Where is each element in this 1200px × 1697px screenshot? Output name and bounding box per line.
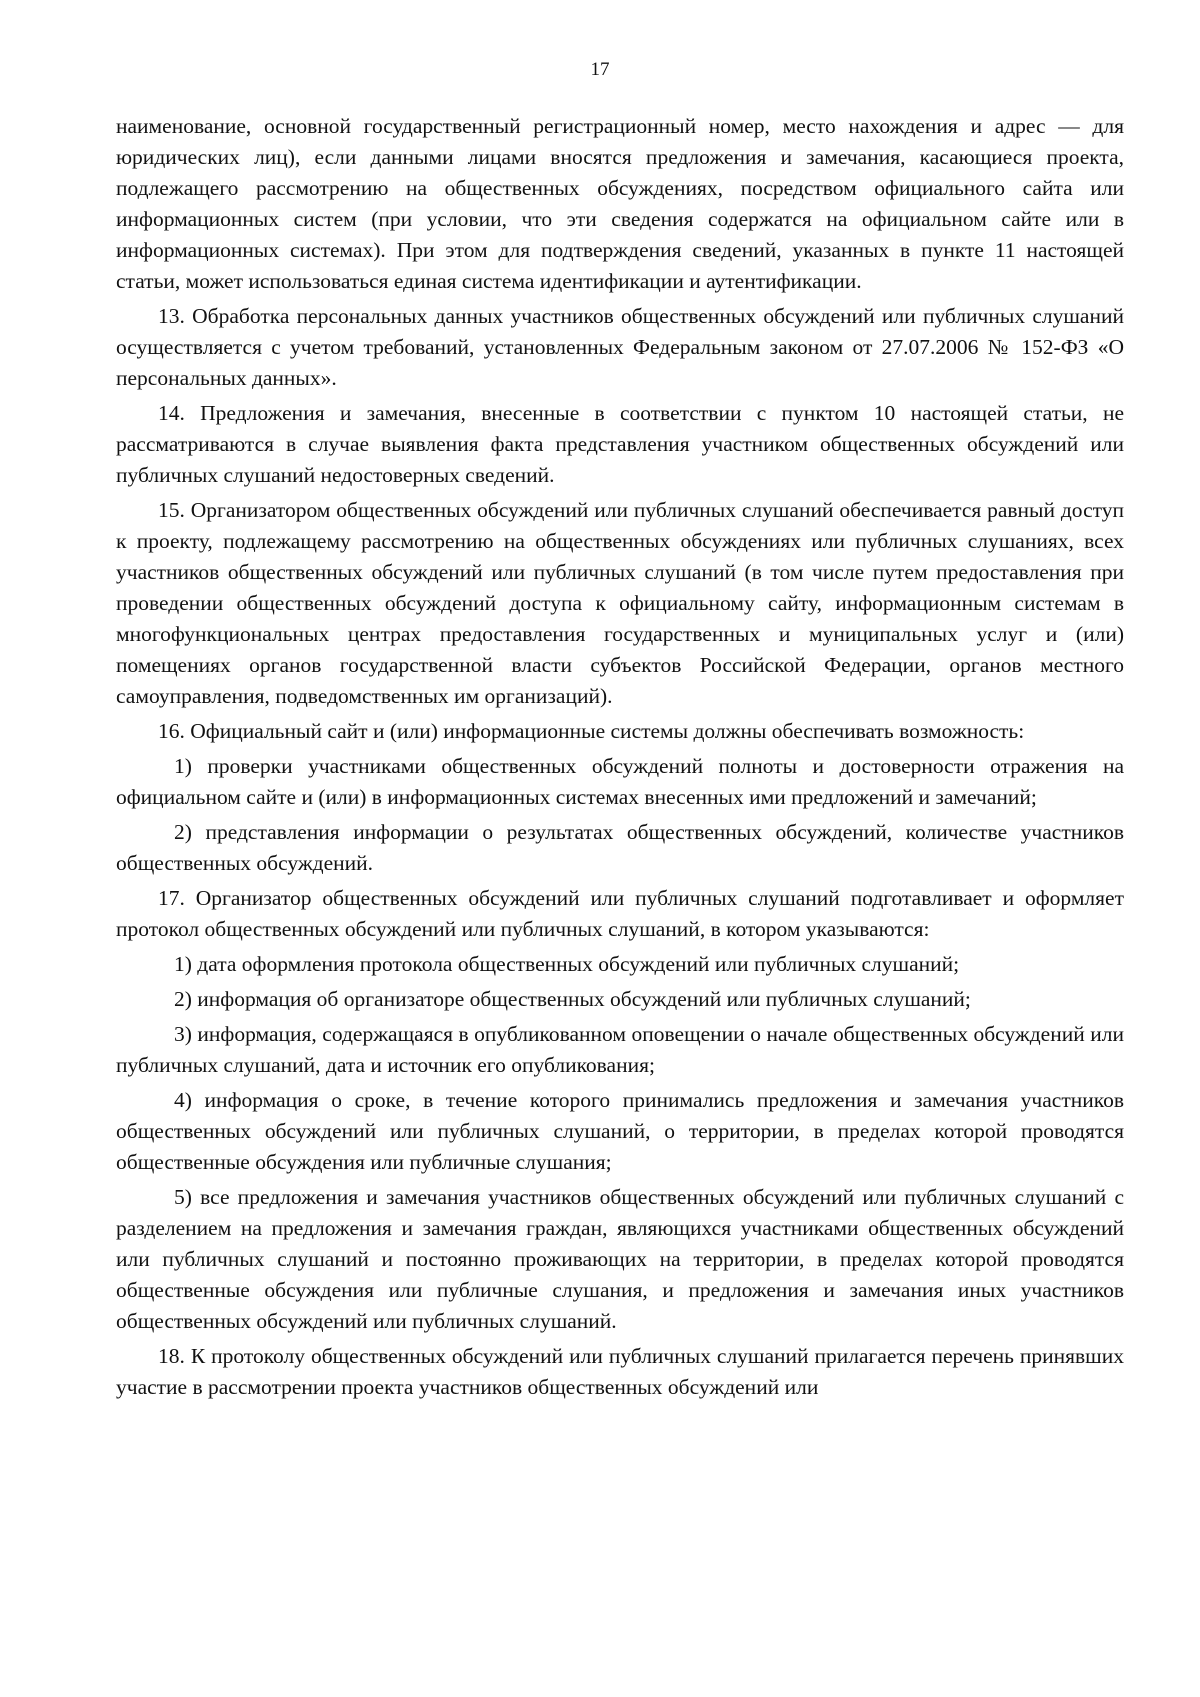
page-number: 17	[590, 59, 610, 80]
clause-13: 13. Обработка персональных данных участников общественных обсуждений или публичных слушаний осуществляется с учетом требований, установленных Федеральным законом от 27.07.2006 № 152-ФЗ «О персональных данных».	[116, 304, 1124, 390]
clause-16: 16. Официальный сайт и (или) информационные системы должны обеспечивать возможность:	[158, 719, 1025, 743]
clause-16-item-2: 2) представления информации о результатах общественных обсуждений, количестве участников общественных обсуждений.	[116, 820, 1124, 875]
clause-16-item-1: 1) проверки участниками общественных обсуждений полноты и достоверности отражения на официальном сайте и (или) в информационных системах внесенных ими предложений и замечаний;	[116, 754, 1124, 809]
clause-18: 18. К протоколу общественных обсуждений или публичных слушаний прилагается перечень принявших участие в рассмотрении проекта участников общественных обсуждений или	[116, 1344, 1124, 1399]
clause-17-item-2: 2) информация об организаторе общественных обсуждений или публичных слушаний;	[174, 987, 971, 1011]
clause-17: 17. Организатор общественных обсуждений или публичных слушаний подготавливает и оформляет протокол общественных обсуждений или публичных слушаний, в котором указываются:	[116, 886, 1124, 941]
clause-15: 15. Организатором общественных обсуждений или публичных слушаний обеспечивается равный доступ к проекту, подлежащему рассмотрению на общественных обсуждениях или публичных слушаниях, всех участников общественных обсуждений или публичных слушаний (в том числе путем предоставления при проведении общественных обсуждений доступа к официальному сайту, информационным системам в многофункциональных центрах предоставления государственных и муниципальных услуг и (или) помещениях органов государственной власти субъектов Российской Федерации, органов местного самоуправления, подведомственных им организаций).	[116, 498, 1124, 708]
clause-17-item-4: 4) информация о сроке, в течение которого принимались предложения и замечания участников общественных обсуждений или публичных слушаний, о территории, в пределах которой проводятся общественные обсуждения или публичные слушания;	[116, 1088, 1124, 1174]
clause-17-item-5: 5) все предложения и замечания участников общественных обсуждений или публичных слушаний с разделением на предложения и замечания граждан, являющихся участниками общественных обсуждений или публичных слушаний и постоянно проживающих на территории, в пределах которой проводятся общественные обсуждения или публичные слушания, и предложения и замечания иных участников общественных обсуждений или публичных слушаний.	[116, 1185, 1124, 1333]
clause-17-item-1: 1) дата оформления протокола общественных обсуждений или публичных слушаний;	[174, 952, 960, 976]
clause-17-item-3: 3) информация, содержащаяся в опубликованном оповещении о начале общественных обсуждений или публичных слушаний, дата и источник его опубликования;	[116, 1022, 1124, 1077]
paragraph-continuation-12: наименование, основной государственный регистрационный номер, место нахождения и адрес — для юридических лиц), если данными лицами вносятся предложения и замечания, касающиеся проекта, подлежащего рассмотрению на общественных обсуждениях, посредством официального сайта или информационных систем (при условии, что эти сведения содержатся на официальном сайте или в информационных системах). При этом для подтверждения сведений, указанных в пункте 11 настоящей статьи, может использоваться единая система идентификации и аутентификации.	[116, 114, 1124, 293]
clause-14: 14. Предложения и замечания, внесенные в соответствии с пунктом 10 настоящей статьи, не рассматриваются в случае выявления факта представления участником общественных обсуждений или публичных слушаний недостоверных сведений.	[116, 401, 1124, 487]
body-text	[116, 111, 1124, 1407]
